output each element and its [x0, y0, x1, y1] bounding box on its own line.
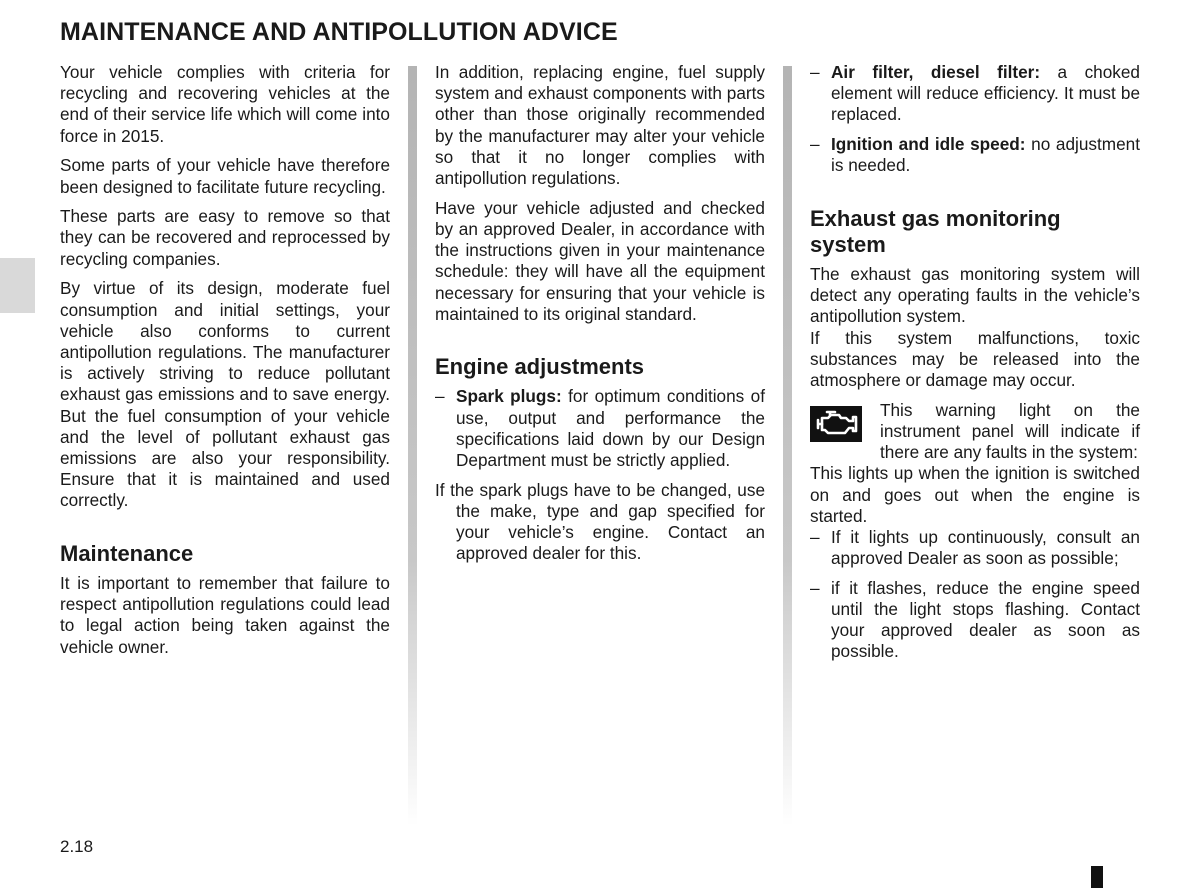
column-2	[435, 62, 765, 573]
flashing-light-item: – if it flashes, reduce the engine speed until the light stops flashing. Contact your approved dealer as soon as possible.	[810, 578, 1140, 663]
chapter-tab	[0, 258, 35, 313]
ignition-light-paragraph: This lights up when the ignition is switched on and goes out when the engine is started.	[810, 463, 1140, 526]
exhaust-monitoring-paragraph: The exhaust gas monitoring system will detect any operating faults in the vehicle’s antipollution system.	[810, 264, 1140, 327]
spark-plugs-text: for optimum conditions of use, output and performance the specifications laid down by our Design Department must be strictly applied.	[456, 386, 765, 471]
warning-light-text: This warning light on the instrument panel will indicate if there are any faults in the system:	[880, 399, 1140, 463]
parts-removal-paragraph: These parts are easy to remove so that they can be recovered and reprocessed by recycling companies.	[60, 206, 390, 269]
column-divider	[408, 66, 417, 826]
ignition-label: Ignition and idle speed:	[831, 134, 1026, 155]
column-1	[60, 62, 390, 666]
spark-plugs-item	[435, 386, 765, 471]
design-conformity-paragraph: By virtue of its design, moderate fuel consumption and initial settings, your vehicle also conforms to current antipollution regulations. The manufacturer is actively striving to reduce pollutant exhaust gas emissions and to save energy. But the fuel consumption of your vehicle and the level of pollutant exhaust gas emissions are also your responsibility. Ensure that it is maintained and used correctly.	[60, 278, 390, 511]
spark-plugs-change-paragraph: If the spark plugs have to be changed, use the make, type and gap specified for your vehicle’s engine. Contact an approved dealer for this.	[435, 479, 765, 564]
column-3	[810, 62, 1140, 671]
ignition-item	[810, 134, 1140, 176]
engine-warning-icon	[810, 406, 862, 442]
maintenance-paragraph: It is important to remember that failure to respect antipollution regulations could lead to legal action being taken against the vehicle owner.	[60, 573, 390, 657]
exhaust-monitoring-heading: Exhaust gas monitoring system	[810, 206, 1061, 258]
malfunction-paragraph: If this system malfunctions, toxic substances may be released into the atmosphere or damage may occur.	[810, 327, 1140, 391]
recycling-paragraph: Your vehicle complies with criteria for recycling and recovering vehicles at the end of their service life which will come into force in 2015.	[60, 62, 390, 146]
page-title: MAINTENANCE AND ANTIPOLLUTION ADVICE	[60, 18, 618, 46]
air-filter-label: Air filter, diesel filter:	[831, 62, 1041, 82]
continuous-light-item: – If it lights up continuously, consult an approved Dealer as soon as possible;	[810, 527, 1140, 569]
maintenance-heading: Maintenance	[60, 541, 194, 567]
dealer-adjustment-paragraph: Have your vehicle adjusted and checked by an approved Dealer, in accordance with the instructions given in your maintenance schedule: they will have all the equipment necessary for ensuring that your vehicle is maintained to its original standard.	[435, 197, 765, 324]
ignition-text: no adjustment is needed.	[831, 134, 1140, 176]
air-filter-item	[810, 62, 1140, 126]
engine-adjustments-heading: Engine adjustments	[435, 354, 645, 380]
air-filter-text: a choked element will reduce efficiency. It must be replaced.	[831, 62, 1140, 125]
page-number: 2.18	[60, 837, 94, 856]
spark-plugs-label: Spark plugs:	[456, 386, 562, 407]
page-corner-mark	[1091, 866, 1103, 888]
parts-replacement-paragraph: In addition, replacing engine, fuel supply system and exhaust components with parts other than those originally recommended by the manufacturer may alter your vehicle so that it no longer complies with antipollution regulations.	[435, 62, 765, 189]
warning-light-paragraph	[810, 400, 1140, 464]
column-divider	[783, 66, 792, 826]
recycling-design-paragraph: Some parts of your vehicle have therefore been designed to facilitate future recycling.	[60, 155, 390, 197]
